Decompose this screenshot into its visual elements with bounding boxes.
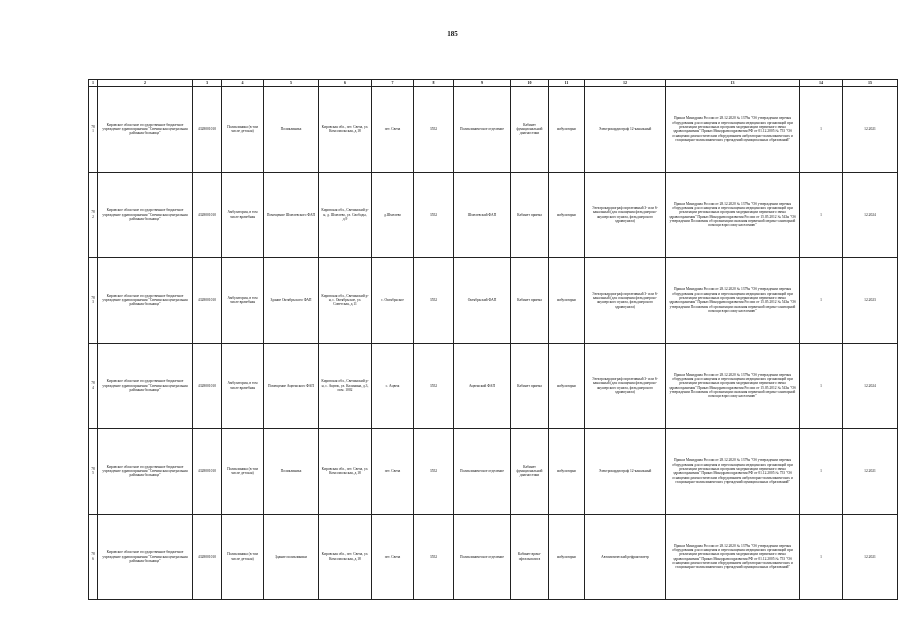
address: Кировская обл., Свечинский р-н, д. Шмелево, ул. Свободы, д.9	[319, 172, 372, 258]
quantity: 1	[800, 343, 843, 429]
settlement: с. Октябрьское	[372, 258, 414, 344]
inn: 4328001010	[193, 172, 222, 258]
normative-act: Приказ Минздрава России от 28.12.2020 № 1379н "Об утверждении перечня оборудования для оснащения и переоснащения медицинских организаций при реализации региональных программ модернизации первичного звена здравоохранения" Приказ Минздравсоцразвития РФ от 01.12.2005 № 753 "Об оснащении диагностическим оборудованием амбулаторно-поликлинических и стационарно-поликлинических учреждений муниципальных образований"	[666, 429, 800, 515]
column-header: 15	[843, 80, 898, 87]
equipment-name: Электрокардиограф 12-канальный	[585, 429, 666, 515]
room: Кабинет функциональной диагностики	[511, 429, 549, 515]
equipment-name: Автоматический рефрактометр	[585, 514, 666, 600]
settlement: пгт. Свеча	[372, 87, 414, 173]
division: Шмелевский ФАП	[454, 172, 511, 258]
division: Поликлиническое отделение	[454, 514, 511, 600]
normative-act: Приказ Минздрава России от 28.12.2020 № 1379н "Об утверждении перечня оборудования для оснащения и переоснащения медицинских организаций при реализации региональных программ модернизации первичного звена здравоохранения" Приказ Минздравсоцразвития РФ от 01.12.2005 № 753 "Об оснащении диагностическим оборудованием амбулаторно-поликлинических и стационарно-поликлинических учреждений муниципальных образований"	[666, 514, 800, 600]
row-number: 784	[89, 343, 98, 429]
oktmo-code: 3552	[414, 172, 454, 258]
oktmo-code: 3552	[414, 514, 454, 600]
quantity: 1	[800, 172, 843, 258]
column-header: 4	[222, 80, 264, 87]
column-header: 13	[666, 80, 800, 87]
table-row	[89, 87, 898, 173]
normative-act: Приказ Минздрава России от 28.12.2020 № 1379н "Об утверждении перечня оборудования для оснащения и переоснащения медицинских организаций при реализации региональных программ модернизации первичного звена здравоохранения" Приказ Минздравсоцразвития России от 15.05.2012 № 543н "Об утверждении Положения об организации оказания первичной медико-санитарной помощи взрослому населению"	[666, 258, 800, 344]
division: Поликлиническое отделение	[454, 429, 511, 515]
table-row	[89, 429, 898, 515]
care-form: амбулаторно	[549, 514, 585, 600]
quantity: 1	[800, 258, 843, 344]
equipment-table	[88, 79, 898, 600]
equipment-name: Электрокардиограф портативный 3- или 6-канальный (для оснащения фельдшерско-акушерского пункта, фельдшерского здравпункта)	[585, 258, 666, 344]
division: Октябрьский ФАП	[454, 258, 511, 344]
settlement: д.Шмелево	[372, 172, 414, 258]
row-number: 783	[89, 258, 98, 344]
location-type: Амбулатория, в том числе врачебная	[222, 343, 264, 429]
column-header: 9	[454, 80, 511, 87]
column-header: 12	[585, 80, 666, 87]
division: Поликлиническое отделение	[454, 87, 511, 173]
column-header: 11	[549, 80, 585, 87]
row-number: 786	[89, 514, 98, 600]
building: Помещение Шмелевского ФАП	[264, 172, 319, 258]
delivery-date: 12.2021	[843, 429, 898, 515]
address: Кировская обл., пгт. Свеча, ул. Комсомольская, д.18	[319, 429, 372, 515]
column-header: 3	[193, 80, 222, 87]
location-type: Амбулатория, в том числе врачебная	[222, 258, 264, 344]
organization-name: Кировское областное государственное бюджетное учреждение здравоохранения "Свечинская центральная районная больница"	[98, 343, 193, 429]
page-number: 185	[447, 30, 458, 38]
organization-name: Кировское областное государственное бюджетное учреждение здравоохранения "Свечинская центральная районная больница"	[98, 514, 193, 600]
organization-name: Кировское областное государственное бюджетное учреждение здравоохранения "Свечинская центральная районная больница"	[98, 87, 193, 173]
inn: 4328001010	[193, 429, 222, 515]
settlement: пгт. Свеча	[372, 514, 414, 600]
inn: 4328001010	[193, 343, 222, 429]
location-type: Поликлиника (в том числе детская)	[222, 429, 264, 515]
delivery-date: 12.2024	[843, 172, 898, 258]
delivery-date: 12.2024	[843, 343, 898, 429]
equipment-name: Электрокардиограф портативный 3- или 6-канальный (для оснащения фельдшерско-акушерского пункта, фельдшерского здравпункта)	[585, 343, 666, 429]
column-header: 14	[800, 80, 843, 87]
room: Кабинет функциональной диагностики	[511, 87, 549, 173]
address: Кировская обл., Свечинский р-н, с. Октябрьское, ул. Советская, д.11	[319, 258, 372, 344]
equipment-name: Электрокардиограф портативный 3- или 6-канальный (для оснащения фельдшерско-акушерского пункта, фельдшерского здравпункта)	[585, 172, 666, 258]
delivery-date: 12.2023	[843, 258, 898, 344]
location-type: Поликлиника (в том числе детская)	[222, 514, 264, 600]
building: Помещение Ацвежского ФАП	[264, 343, 319, 429]
settlement: пгт. Свеча	[372, 429, 414, 515]
inn: 4328001010	[193, 514, 222, 600]
column-header: 8	[414, 80, 454, 87]
table-row	[89, 343, 898, 429]
room: Кабинет приема	[511, 343, 549, 429]
delivery-date: 12.2021	[843, 514, 898, 600]
address: Кировская обл., пгт. Свеча, ул. Комсомольская, д.18	[319, 87, 372, 173]
organization-name: Кировское областное государственное бюджетное учреждение здравоохранения "Свечинская центральная районная больница"	[98, 429, 193, 515]
building: Поликлиника	[264, 87, 319, 173]
column-header: 5	[264, 80, 319, 87]
column-header: 1	[89, 80, 98, 87]
building: Поликлиника	[264, 429, 319, 515]
table-row	[89, 258, 898, 344]
table-row	[89, 514, 898, 600]
care-form: амбулаторно	[549, 172, 585, 258]
oktmo-code: 3552	[414, 258, 454, 344]
location-type: Поликлиника (в том числе детская)	[222, 87, 264, 173]
care-form: амбулаторно	[549, 429, 585, 515]
equipment-name: Электрокардиограф 12-канальный	[585, 87, 666, 173]
oktmo-code: 3552	[414, 87, 454, 173]
room: Кабинет приема	[511, 258, 549, 344]
normative-act: Приказ Минздрава России от 28.12.2020 № 1379н "Об утверждении перечня оборудования для оснащения и переоснащения медицинских организаций при реализации региональных программ модернизации первичного звена здравоохранения" Приказ Минздравсоцразвития РФ от 01.12.2005 № 753 "Об оснащении диагностическим оборудованием амбулаторно-поликлинических и стационарно-поликлинических учреждений муниципальных образований"	[666, 87, 800, 173]
organization-name: Кировское областное государственное бюджетное учреждение здравоохранения "Свечинская центральная районная больница"	[98, 172, 193, 258]
delivery-date: 12.2021	[843, 87, 898, 173]
building: Здание поликлиники	[264, 514, 319, 600]
table-row	[89, 172, 898, 258]
room: Кабинет врача-офтальмолога	[511, 514, 549, 600]
address: Кировская обл., Свечинский р-н, с. Ацвеж, ул. Калинина, д.3, пом. 1002	[319, 343, 372, 429]
quantity: 1	[800, 429, 843, 515]
header-row	[89, 80, 898, 87]
row-number: 785	[89, 429, 98, 515]
oktmo-code: 3552	[414, 429, 454, 515]
settlement: с. Ацвеж	[372, 343, 414, 429]
column-header: 6	[319, 80, 372, 87]
address: Кировская обл., пгт. Свеча, ул. Комсомольская, д.18	[319, 514, 372, 600]
normative-act: Приказ Минздрава России от 28.12.2020 № 1379н "Об утверждении перечня оборудования для оснащения и переоснащения медицинских организаций при реализации региональных программ модернизации первичного звена здравоохранения" Приказ Минздравсоцразвития России от 15.05.2012 № 543н "Об утверждении Положения об организации оказания первичной медико-санитарной помощи взрослому населению"	[666, 343, 800, 429]
row-number: 781	[89, 87, 98, 173]
quantity: 1	[800, 87, 843, 173]
care-form: амбулаторно	[549, 258, 585, 344]
location-type: Амбулатория, в том числе врачебная	[222, 172, 264, 258]
division: Ацвежский ФАП	[454, 343, 511, 429]
care-form: амбулаторно	[549, 87, 585, 173]
inn: 4328001010	[193, 258, 222, 344]
column-header: 7	[372, 80, 414, 87]
row-number: 782	[89, 172, 98, 258]
column-header: 10	[511, 80, 549, 87]
normative-act: Приказ Минздрава России от 28.12.2020 № 1379н "Об утверждении перечня оборудования для оснащения и переоснащения медицинских организаций при реализации региональных программ модернизации первичного звена здравоохранения" Приказ Минздравсоцразвития России от 15.05.2012 № 543н "Об утверждении Положения об организации оказания первичной медико-санитарной помощи взрослому населению"	[666, 172, 800, 258]
room: Кабинет приема	[511, 172, 549, 258]
building: Здание Октябрьского ФАП	[264, 258, 319, 344]
inn: 4328001010	[193, 87, 222, 173]
care-form: амбулаторно	[549, 343, 585, 429]
quantity: 1	[800, 514, 843, 600]
organization-name: Кировское областное государственное бюджетное учреждение здравоохранения "Свечинская центральная районная больница"	[98, 258, 193, 344]
column-header: 2	[98, 80, 193, 87]
oktmo-code: 3552	[414, 343, 454, 429]
